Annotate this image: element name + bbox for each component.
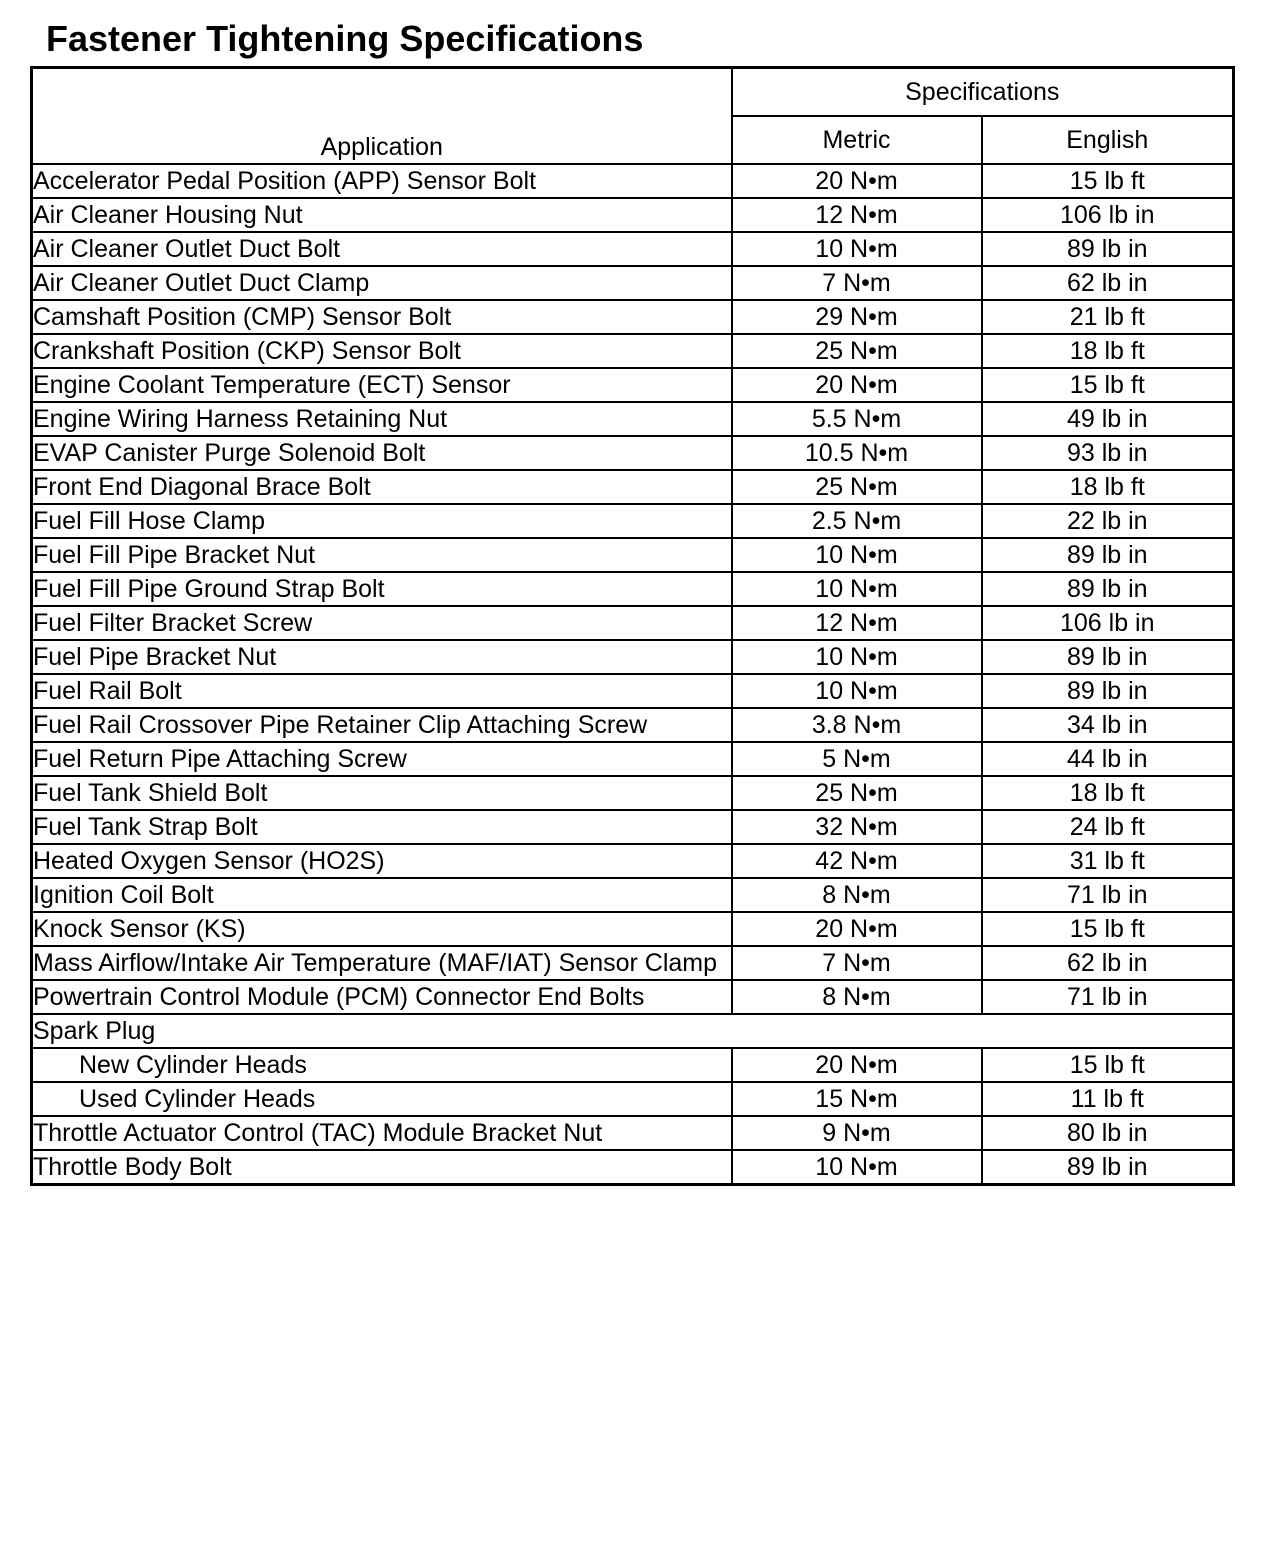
- metric-header: Metric: [732, 116, 982, 164]
- application-cell: Throttle Body Bolt: [32, 1150, 732, 1185]
- english-cell: 89 lb in: [982, 640, 1234, 674]
- table-row: [32, 232, 1234, 266]
- english-cell: 89 lb in: [982, 572, 1234, 606]
- english-cell: 71 lb in: [982, 980, 1234, 1014]
- metric-cell: 20 N•m: [732, 164, 982, 198]
- document-title: Fastener Tightening Specifications: [46, 18, 644, 59]
- application-cell: Heated Oxygen Sensor (HO2S): [32, 844, 732, 878]
- metric-cell: 25 N•m: [732, 334, 982, 368]
- table-row: [32, 198, 1234, 232]
- english-cell: 15 lb ft: [982, 164, 1234, 198]
- application-cell: Fuel Rail Crossover Pipe Retainer Clip Attaching Screw: [32, 708, 732, 742]
- metric-cell: 20 N•m: [732, 368, 982, 402]
- metric-cell: 42 N•m: [732, 844, 982, 878]
- table-row: [32, 164, 1234, 198]
- metric-cell: 7 N•m: [732, 946, 982, 980]
- application-cell: EVAP Canister Purge Solenoid Bolt: [32, 436, 732, 470]
- spec-table-body: [32, 164, 1234, 1185]
- english-cell: 18 lb ft: [982, 470, 1234, 504]
- metric-cell: 10 N•m: [732, 538, 982, 572]
- application-cell: Engine Coolant Temperature (ECT) Sensor: [32, 368, 732, 402]
- english-cell: 11 lb ft: [982, 1082, 1234, 1116]
- metric-cell: 25 N•m: [732, 470, 982, 504]
- application-cell: Engine Wiring Harness Retaining Nut: [32, 402, 732, 436]
- english-cell: 93 lb in: [982, 436, 1234, 470]
- specifications-header: Specifications: [732, 68, 1234, 117]
- english-cell: 89 lb in: [982, 232, 1234, 266]
- table-row: [32, 742, 1234, 776]
- metric-cell: 32 N•m: [732, 810, 982, 844]
- table-row: [32, 1116, 1234, 1150]
- application-cell: Fuel Filter Bracket Screw: [32, 606, 732, 640]
- table-row: [32, 504, 1234, 538]
- metric-cell: 10 N•m: [732, 674, 982, 708]
- application-cell: Fuel Fill Hose Clamp: [32, 504, 732, 538]
- application-cell: Fuel Tank Shield Bolt: [32, 776, 732, 810]
- english-cell: 15 lb ft: [982, 1048, 1234, 1082]
- english-cell: 15 lb ft: [982, 368, 1234, 402]
- table-row: [32, 1150, 1234, 1185]
- application-cell: Fuel Rail Bolt: [32, 674, 732, 708]
- metric-cell: 10 N•m: [732, 232, 982, 266]
- metric-cell: 12 N•m: [732, 198, 982, 232]
- english-cell: 34 lb in: [982, 708, 1234, 742]
- table-row: [32, 266, 1234, 300]
- metric-cell: 2.5 N•m: [732, 504, 982, 538]
- english-cell: 80 lb in: [982, 1116, 1234, 1150]
- application-cell: Powertrain Control Module (PCM) Connector End Bolts: [32, 980, 732, 1014]
- english-cell: 22 lb in: [982, 504, 1234, 538]
- metric-cell: 20 N•m: [732, 1048, 982, 1082]
- english-cell: 24 lb ft: [982, 810, 1234, 844]
- application-cell: Camshaft Position (CMP) Sensor Bolt: [32, 300, 732, 334]
- application-cell: Accelerator Pedal Position (APP) Sensor Bolt: [32, 164, 732, 198]
- english-cell: 62 lb in: [982, 946, 1234, 980]
- english-cell: 89 lb in: [982, 1150, 1234, 1185]
- application-cell: Crankshaft Position (CKP) Sensor Bolt: [32, 334, 732, 368]
- metric-cell: 29 N•m: [732, 300, 982, 334]
- table-row: [32, 572, 1234, 606]
- metric-cell: 8 N•m: [732, 878, 982, 912]
- application-cell: Fuel Tank Strap Bolt: [32, 810, 732, 844]
- application-cell: Fuel Fill Pipe Bracket Nut: [32, 538, 732, 572]
- table-row: [32, 640, 1234, 674]
- table-row: [32, 1082, 1234, 1116]
- application-cell: Used Cylinder Heads: [32, 1082, 732, 1116]
- application-cell: Air Cleaner Housing Nut: [32, 198, 732, 232]
- english-cell: 89 lb in: [982, 674, 1234, 708]
- english-cell: 44 lb in: [982, 742, 1234, 776]
- table-group-row: [32, 1014, 1234, 1048]
- table-row: [32, 708, 1234, 742]
- application-cell: Front End Diagonal Brace Bolt: [32, 470, 732, 504]
- english-cell: 89 lb in: [982, 538, 1234, 572]
- metric-cell: 7 N•m: [732, 266, 982, 300]
- application-cell: Knock Sensor (KS): [32, 912, 732, 946]
- table-row: [32, 878, 1234, 912]
- metric-cell: 15 N•m: [732, 1082, 982, 1116]
- table-row: [32, 1048, 1234, 1082]
- metric-cell: 10 N•m: [732, 1150, 982, 1185]
- metric-cell: 10.5 N•m: [732, 436, 982, 470]
- english-cell: 31 lb ft: [982, 844, 1234, 878]
- application-cell: New Cylinder Heads: [32, 1048, 732, 1082]
- table-row: [32, 844, 1234, 878]
- metric-cell: 8 N•m: [732, 980, 982, 1014]
- table-row: [32, 402, 1234, 436]
- application-cell: Air Cleaner Outlet Duct Clamp: [32, 266, 732, 300]
- english-header: English: [982, 116, 1234, 164]
- table-row: [32, 912, 1234, 946]
- metric-cell: 9 N•m: [732, 1116, 982, 1150]
- fastener-spec-table: [30, 66, 1235, 1186]
- metric-cell: 25 N•m: [732, 776, 982, 810]
- english-cell: 62 lb in: [982, 266, 1234, 300]
- application-cell: Fuel Pipe Bracket Nut: [32, 640, 732, 674]
- english-cell: 49 lb in: [982, 402, 1234, 436]
- english-cell: 18 lb ft: [982, 776, 1234, 810]
- english-cell: 18 lb ft: [982, 334, 1234, 368]
- table-row: [32, 436, 1234, 470]
- table-row: [32, 368, 1234, 402]
- metric-cell: 10 N•m: [732, 572, 982, 606]
- table-row: [32, 980, 1234, 1014]
- english-cell: 106 lb in: [982, 606, 1234, 640]
- table-row: [32, 674, 1234, 708]
- metric-cell: 5.5 N•m: [732, 402, 982, 436]
- english-cell: 106 lb in: [982, 198, 1234, 232]
- table-row: [32, 606, 1234, 640]
- table-row: [32, 300, 1234, 334]
- application-cell: Ignition Coil Bolt: [32, 878, 732, 912]
- english-cell: 21 lb ft: [982, 300, 1234, 334]
- english-cell: 71 lb in: [982, 878, 1234, 912]
- application-cell: Air Cleaner Outlet Duct Bolt: [32, 232, 732, 266]
- application-cell: Spark Plug: [32, 1014, 1234, 1048]
- table-row: [32, 776, 1234, 810]
- application-cell: Throttle Actuator Control (TAC) Module Bracket Nut: [32, 1116, 732, 1150]
- application-cell: Fuel Return Pipe Attaching Screw: [32, 742, 732, 776]
- metric-cell: 5 N•m: [732, 742, 982, 776]
- table-row: [32, 538, 1234, 572]
- table-row: [32, 470, 1234, 504]
- table-row: [32, 334, 1234, 368]
- table-row: [32, 810, 1234, 844]
- metric-cell: 3.8 N•m: [732, 708, 982, 742]
- metric-cell: 10 N•m: [732, 640, 982, 674]
- metric-cell: 12 N•m: [732, 606, 982, 640]
- application-cell: Mass Airflow/Intake Air Temperature (MAF/IAT) Sensor Clamp: [32, 946, 732, 980]
- application-header: Application: [32, 68, 732, 165]
- table-row: [32, 946, 1234, 980]
- metric-cell: 20 N•m: [732, 912, 982, 946]
- application-cell: Fuel Fill Pipe Ground Strap Bolt: [32, 572, 732, 606]
- english-cell: 15 lb ft: [982, 912, 1234, 946]
